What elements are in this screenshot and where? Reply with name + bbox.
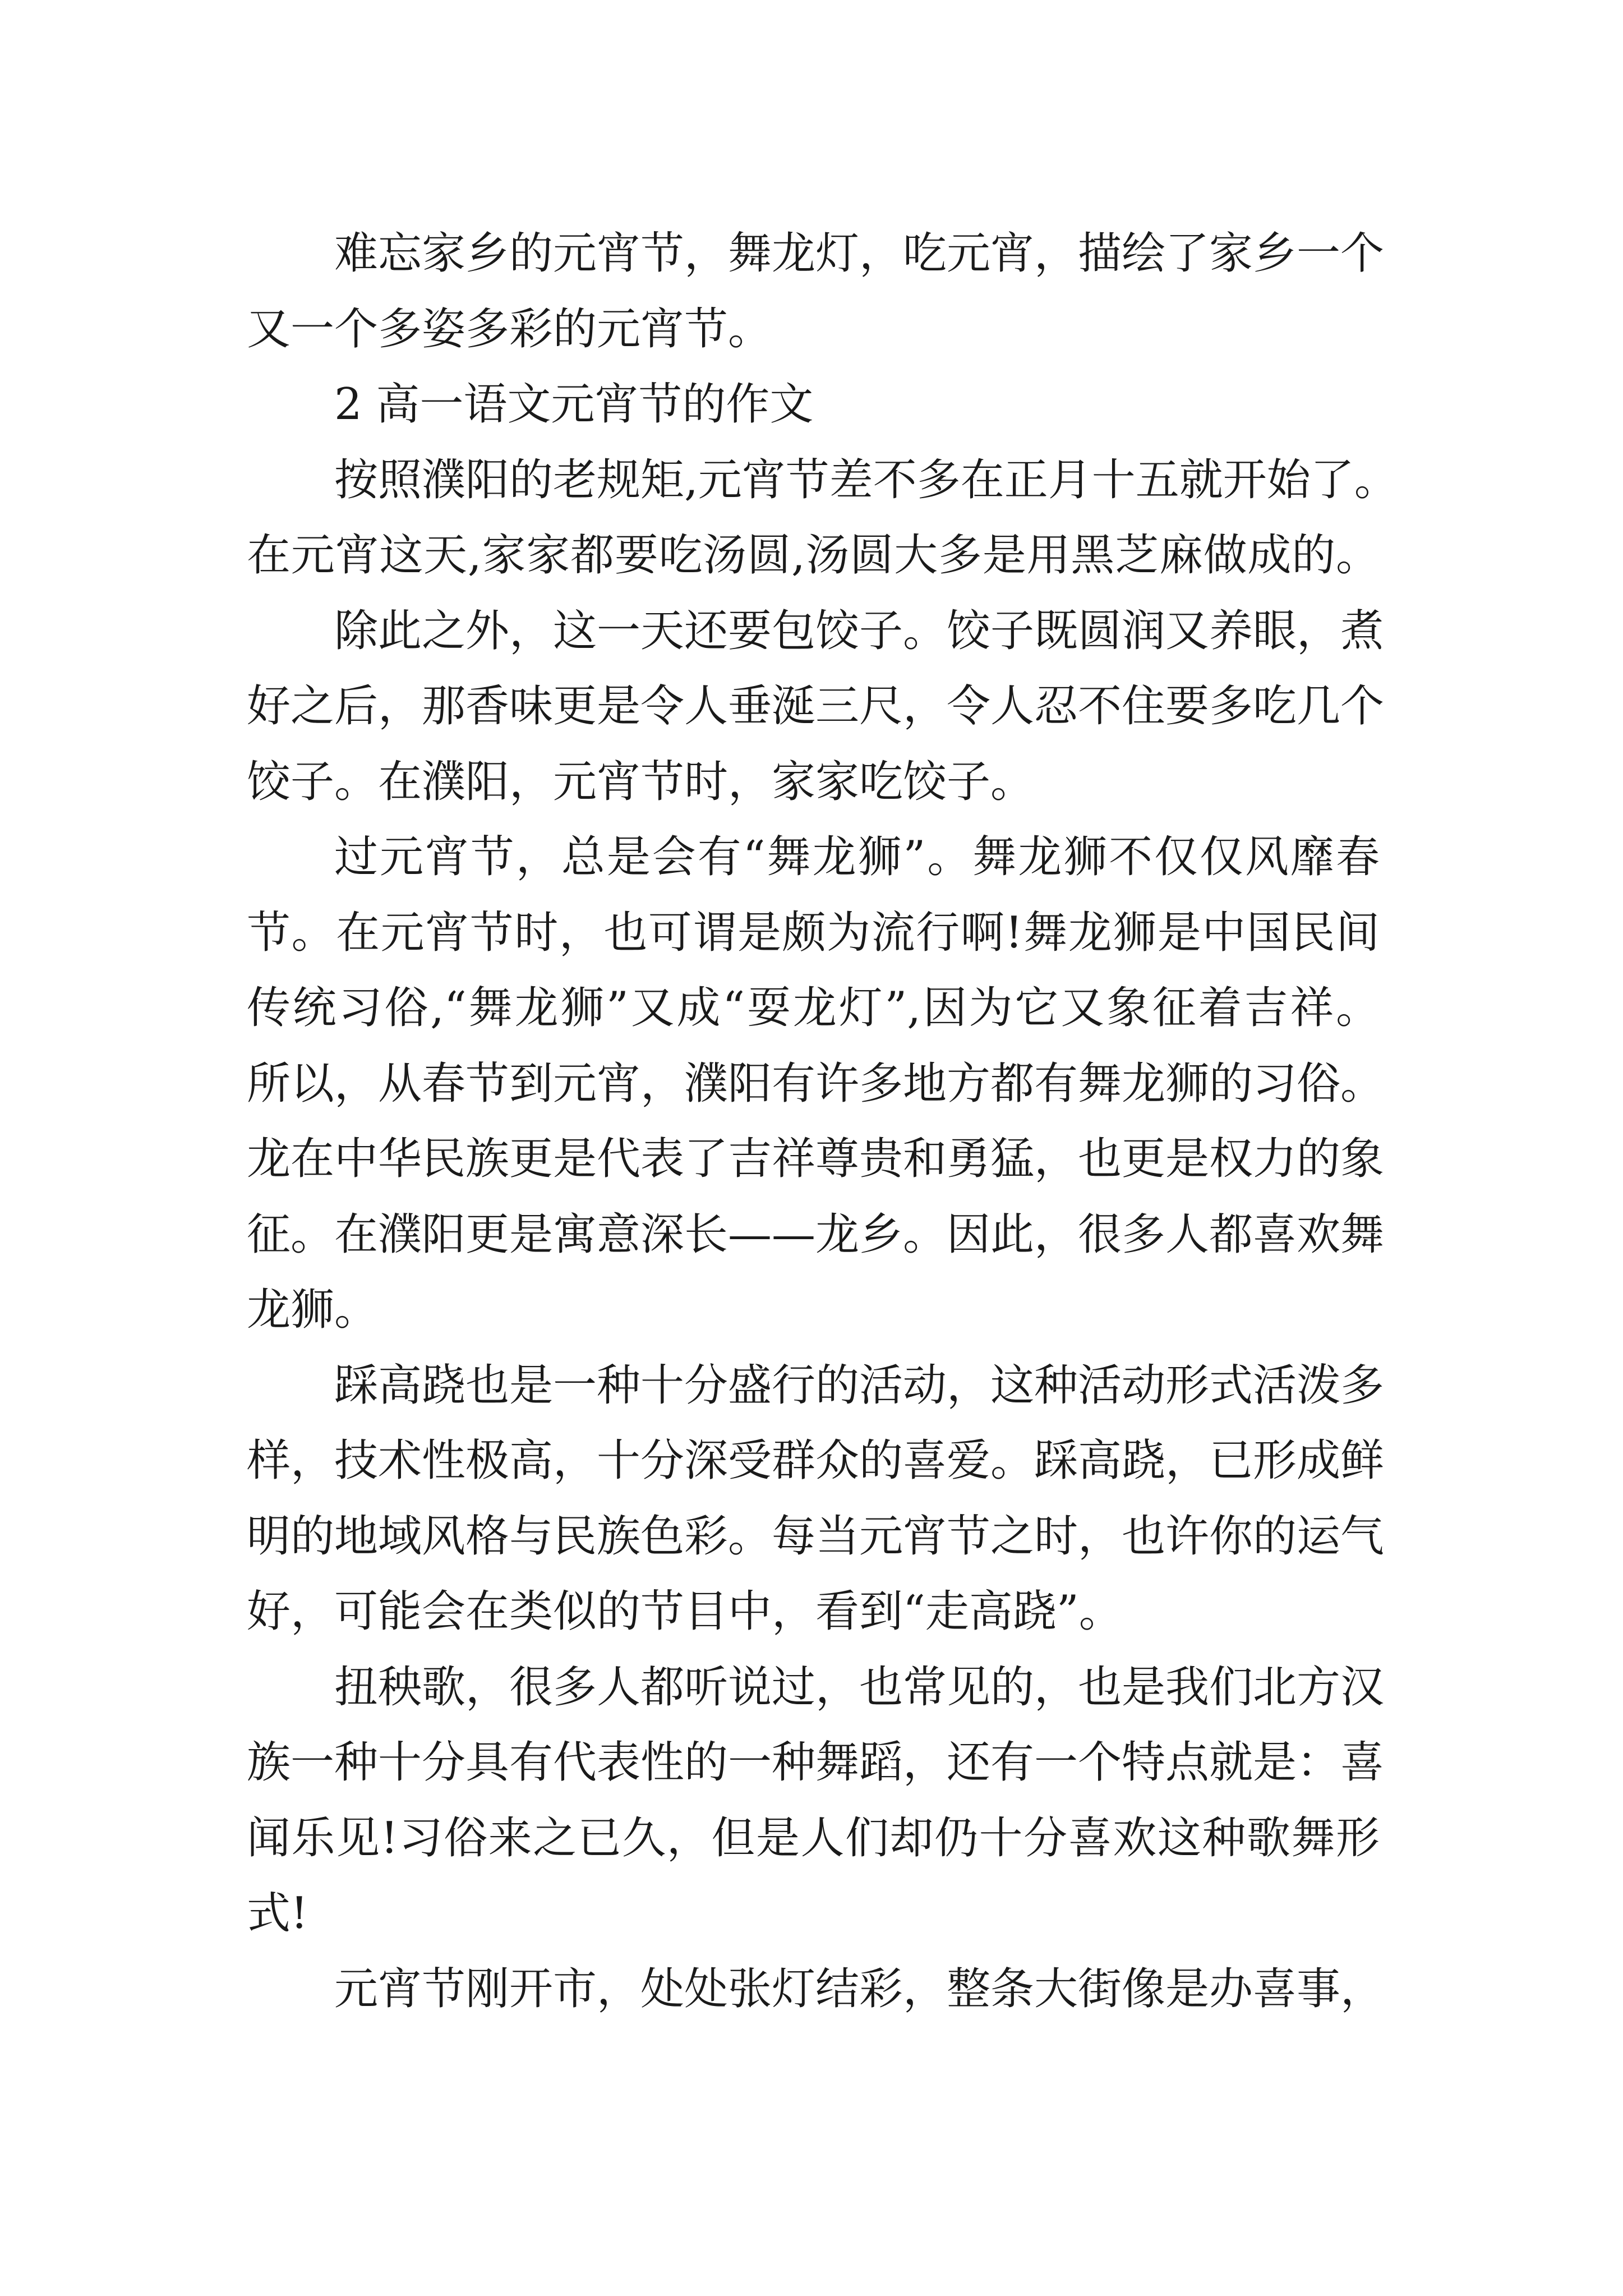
text-line: 龙狮。 xyxy=(247,1285,379,1335)
text-line: 所以，从春节到元宵，濮阳有许多地方都有舞龙狮的习俗。 xyxy=(247,1058,1385,1109)
text-line: 族一种十分具有代表性的一种舞蹈，还有一个特点就是：喜 xyxy=(247,1737,1385,1788)
text-line: 明的地域风格与民族色彩。每当元宵节之时，也许你的运气 xyxy=(247,1511,1385,1562)
text-line: 在元宵这天,家家都要吃汤圆,汤圆大多是用黑芝麻做成的。 xyxy=(247,530,1380,581)
text-line: 龙在中华民族更是代表了吉祥尊贵和勇猛，也更是权力的象 xyxy=(247,1134,1385,1184)
text-line: 好，可能会在类似的节目中，看到“走高跷”。 xyxy=(247,1586,1123,1637)
text-line: 征。在濮阳更是寓意深长——龙乡。因此，很多人都喜欢舞 xyxy=(247,1209,1385,1260)
text-line: 除此之外，这一天还要包饺子。饺子既圆润又养眼，煮 xyxy=(334,605,1385,656)
text-line: 按照濮阳的老规矩,元宵节差不多在正月十五就开始了。 xyxy=(334,454,1398,505)
section-heading: 2 高一语文元宵节的作文 xyxy=(334,379,814,430)
text-line: 闻乐见!习俗来之已久，但是人们却仍十分喜欢这种歌舞形 xyxy=(247,1812,1380,1864)
text-line: 节。在元宵节时，也可谓是颇为流行啊!舞龙狮是中国民间 xyxy=(247,907,1380,958)
text-line: 过元宵节，总是会有“舞龙狮”。舞龙狮不仅仅风靡春 xyxy=(334,832,1380,882)
essay-body xyxy=(247,216,1398,2027)
text-line: 好之后，那香味更是令人垂涎三尺，令人忍不住要多吃几个 xyxy=(247,681,1385,731)
text-line: 样，技术性极高，十分深受群众的喜爱。踩高跷，已形成鲜 xyxy=(247,1435,1385,1486)
text-line: 踩高跷也是一种十分盛行的活动，这种活动形式活泼多 xyxy=(334,1360,1385,1411)
text-line: 又一个多姿多彩的元宵节。 xyxy=(247,303,772,355)
text-line: 式! xyxy=(247,1888,308,1939)
text-line: 元宵节刚开市，处处张灯结彩，整条大街像是办喜事， xyxy=(334,1963,1385,2014)
text-line: 传统习俗,“舞龙狮”又成“耍龙灯”,因为它又象征着吉祥。 xyxy=(247,983,1380,1033)
text-line: 扭秧歌，很多人都听说过，也常见的，也是我们北方汉 xyxy=(334,1662,1385,1713)
text-line: 饺子。在濮阳，元宵节时，家家吃饺子。 xyxy=(247,756,1035,807)
text-line: 难忘家乡的元宵节，舞龙灯，吃元宵，描绘了家乡一个 xyxy=(334,228,1385,279)
